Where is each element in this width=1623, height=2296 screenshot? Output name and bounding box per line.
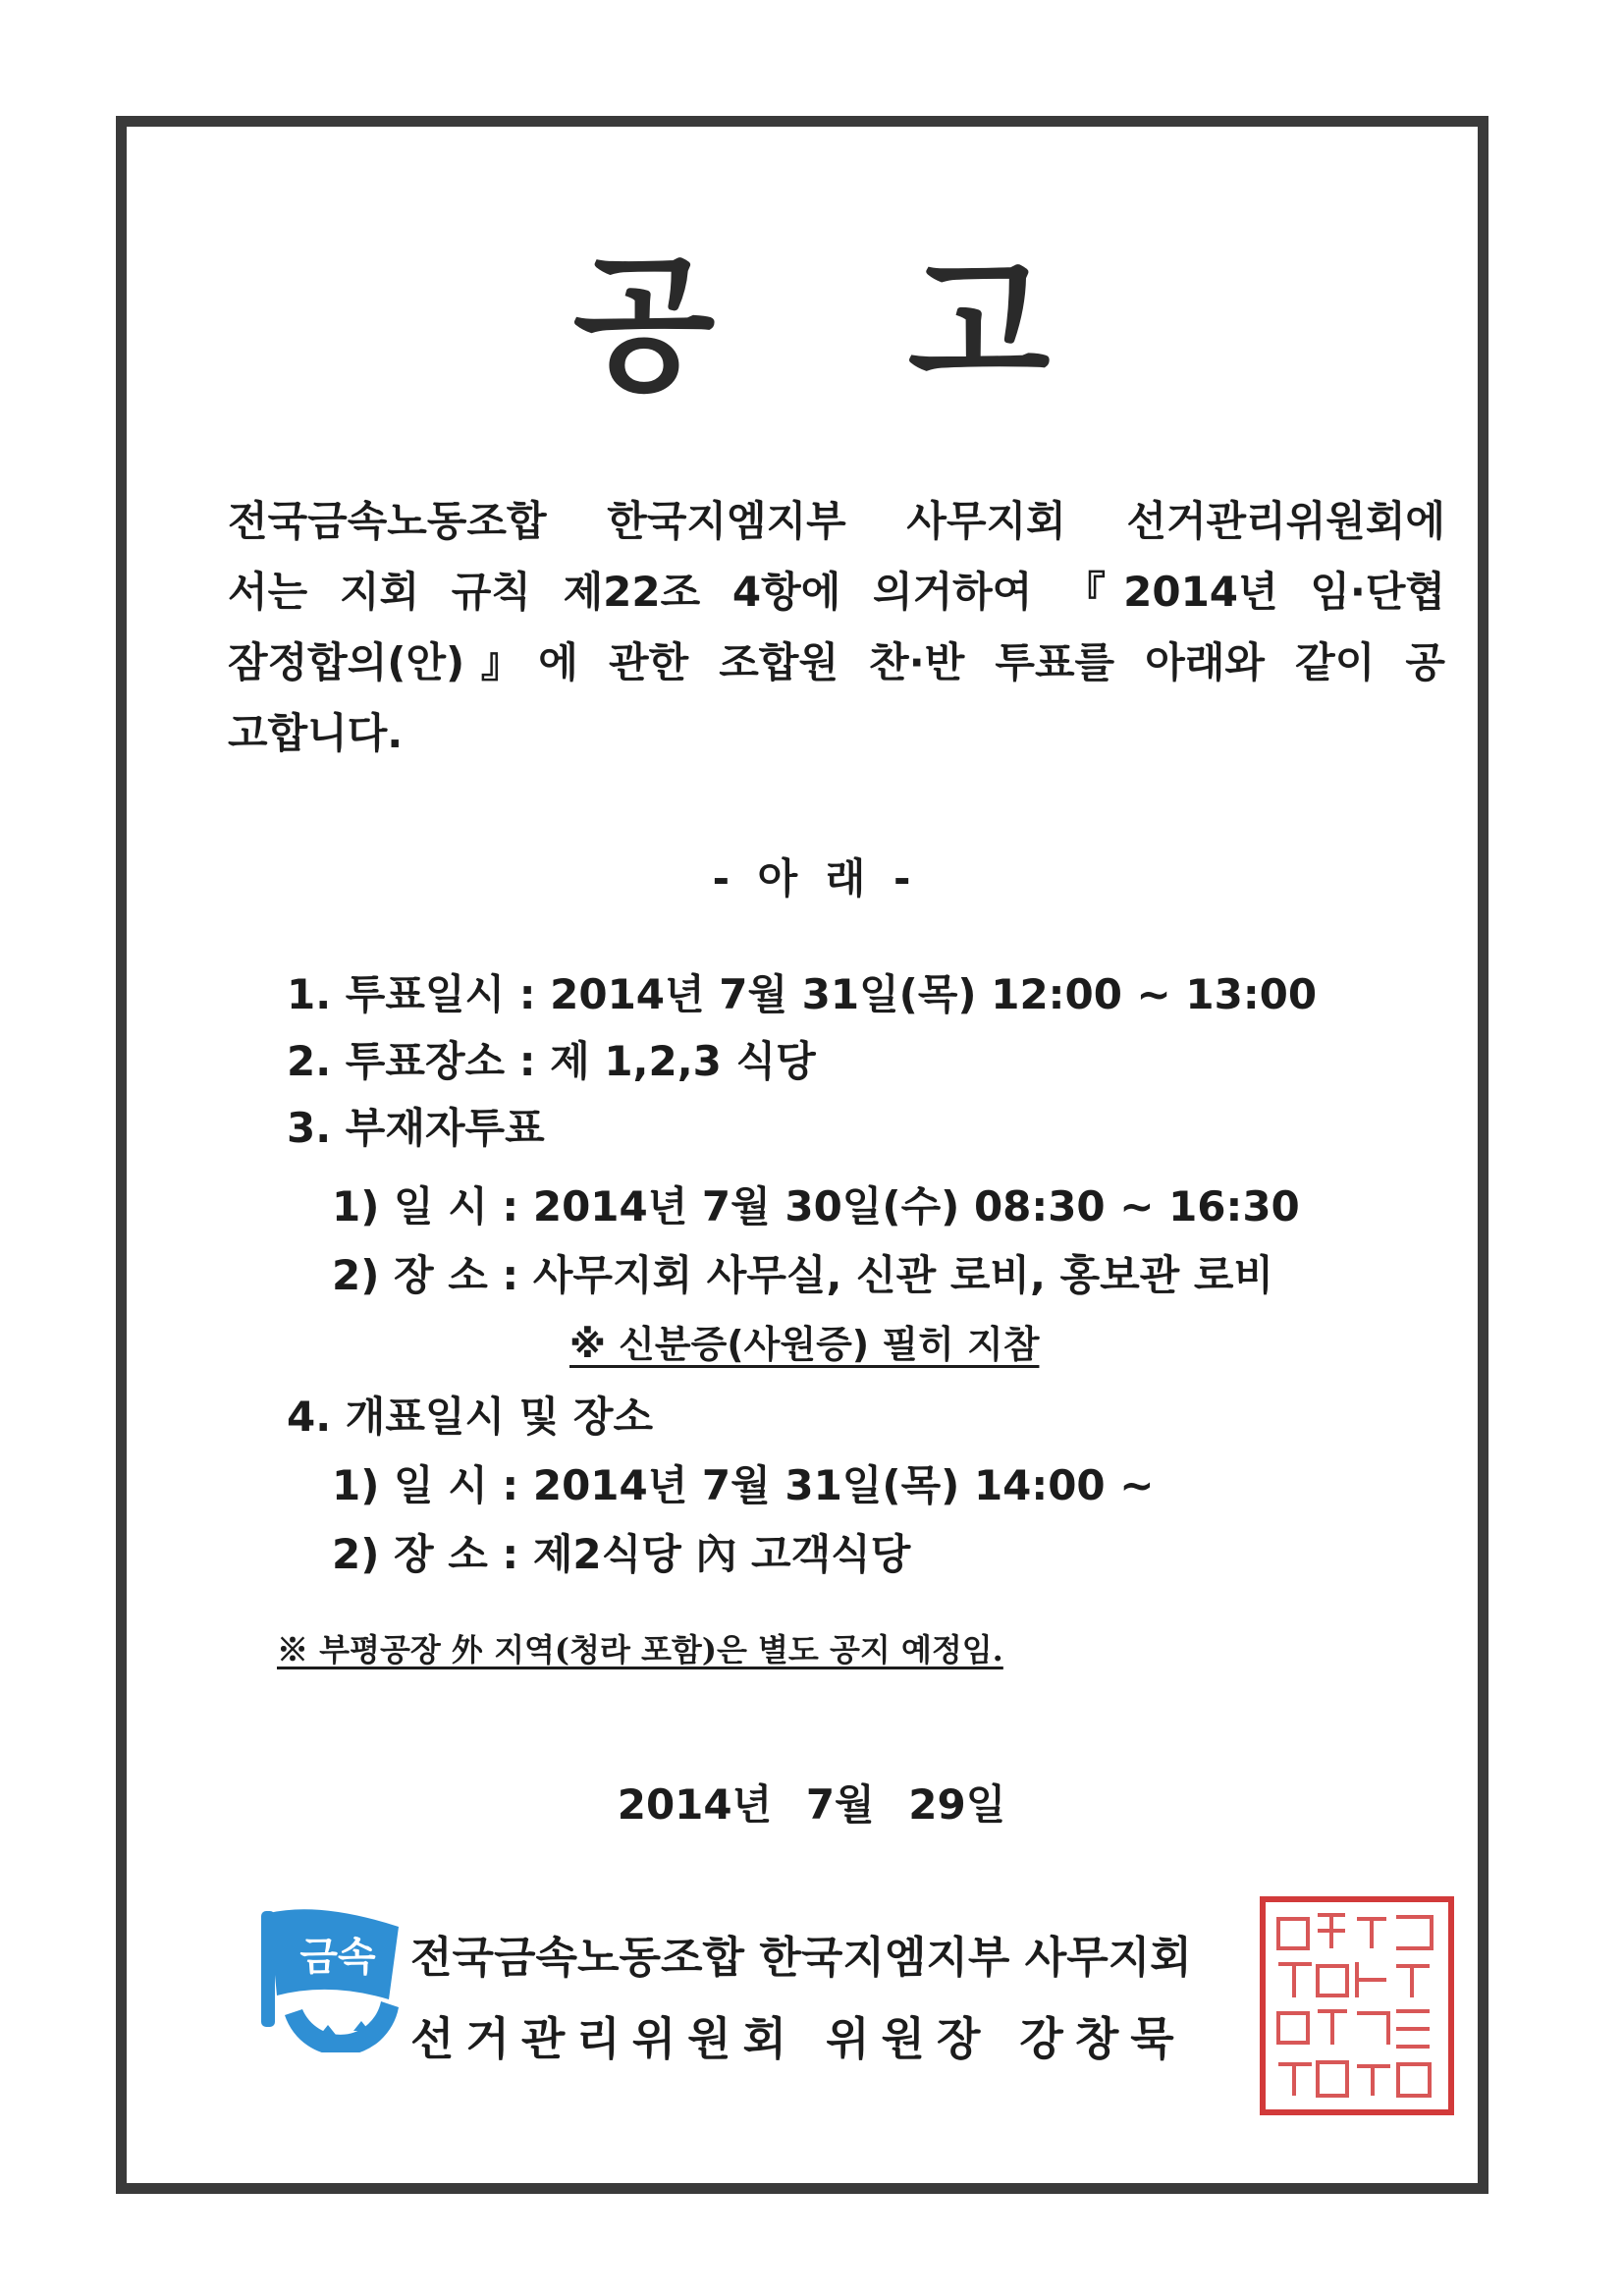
document-title: 공 고 (572, 241, 1121, 411)
id-card-note: ※ 신분증(사원증) 필히 지참 (569, 1323, 1040, 1366)
intro-line: 전국금속노동조합 한국지엠지부 사무지회 선거관리위원회에 (228, 497, 1445, 545)
item-counting-place: 2) 장 소 : 제2식당 內 고객식당 (332, 1530, 911, 1578)
union-flag-logo-icon (251, 1905, 418, 2052)
intro-line: 잠정합의(안)』에 관한 조합원 찬·반 투표를 아래와 같이 공 (228, 638, 1445, 686)
item-absentee-time: 1) 일 시 : 2014년 7월 30일(수) 08:30 ~ 16:30 (332, 1182, 1300, 1230)
official-seal-icon (1259, 1895, 1455, 2116)
issue-date: 2014년 7월 29일 (617, 1780, 1006, 1829)
section-heading: - 아 래 - (712, 854, 911, 902)
intro-line: 서는 지회 규칙 제22조 4항에 의거하여 『2014년 임·단협 (228, 568, 1445, 616)
document-border (116, 116, 1488, 2194)
logo-text: 금속 (299, 1935, 376, 1980)
item-counting: 4. 개표일시 및 장소 (287, 1393, 654, 1441)
item-voting-place: 2. 투표장소 : 제 1,2,3 식당 (287, 1037, 816, 1085)
item-voting-time: 1. 투표일시 : 2014년 7월 31일(목) 12:00 ~ 13:00 (287, 970, 1318, 1018)
item-counting-time: 1) 일 시 : 2014년 7월 31일(목) 14:00 ~ (332, 1461, 1155, 1509)
org-name: 전국금속노동조합 한국지엠지부 사무지회 (410, 1933, 1192, 1983)
item-absentee-place: 2) 장 소 : 사무지회 사무실, 신관 로비, 홍보관 로비 (332, 1251, 1274, 1299)
item-absentee-voting: 3. 부재자투표 (287, 1104, 545, 1152)
footnote: ※ 부평공장 外 지역(청라 포함)은 별도 공지 예정임. (277, 1631, 1003, 1668)
intro-line: 고합니다. (228, 709, 404, 757)
committee-chair: 선거관리위원회 위원장 강창묵 (410, 2012, 1186, 2065)
intro-paragraph (228, 486, 1445, 769)
